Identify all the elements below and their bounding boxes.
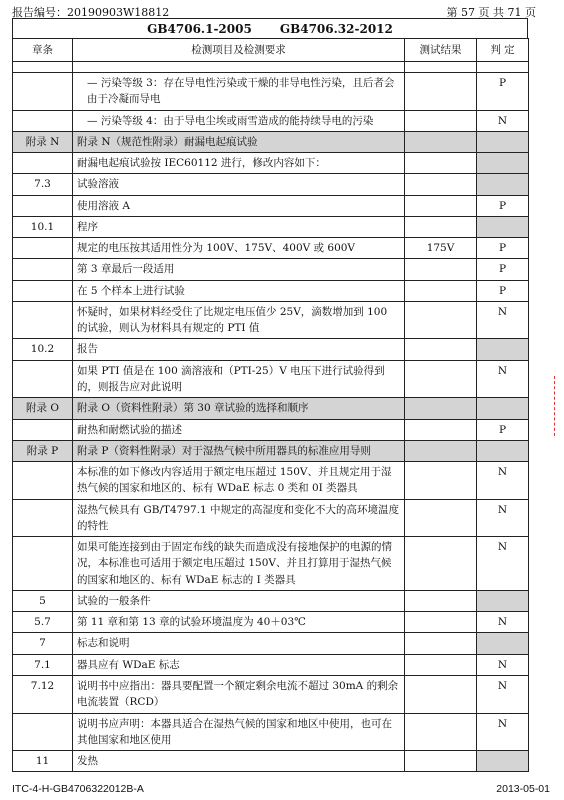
table-row: [13, 537, 529, 591]
clause-cell: [13, 195, 73, 216]
table-row: [13, 713, 529, 751]
item-cell: 标志和说明: [73, 633, 405, 654]
result-cell: [405, 751, 477, 772]
result-cell: [405, 360, 477, 398]
verdict-cell: [477, 153, 529, 174]
item-cell: 如果可能连接到由于固定布线的缺失而造成没有接地保护的电源的情况，本标准也可适用于额定电压超过 150V、并且打算用于湿热气候的国家和地区的、标有 WDaE 标志的 I 类器具: [73, 537, 405, 591]
verdict-cell: P: [477, 73, 529, 111]
result-cell: [405, 462, 477, 500]
item-cell: 规定的电压按其适用性分为 100V、175V、400V 或 600V: [73, 238, 405, 259]
item-cell: 湿热气候具有 GB/T4797.1 中规定的高湿度和变化不大的高环境温度的特性: [73, 499, 405, 537]
standard-1: GB4706.1-2005: [147, 22, 252, 36]
verdict-cell: P: [477, 419, 529, 440]
result-cell: [405, 339, 477, 360]
doc-code: ITC-4-H-GB4706322012B-A: [12, 783, 144, 795]
table-row: [13, 751, 529, 772]
report-number: 报告编号：20190903W18812: [12, 6, 170, 19]
item-cell: 程序: [73, 216, 405, 237]
clause-cell: 5.7: [13, 612, 73, 633]
item-cell: 本标准的如下修改内容适用于额定电压超过 150V、并且规定用于湿热气候的国家和地区的、标有 WDaE 标志 0 类和 0I 类器具: [73, 462, 405, 500]
col-result: 测试结果: [405, 39, 477, 62]
result-cell: [405, 499, 477, 537]
item-cell: 怀疑时，如果材料经受住了比规定电压值少 25V，滴数增加到 100 的试验，则认为材料具有规定的 PTI 值: [73, 301, 405, 339]
result-cell: [405, 612, 477, 633]
clause-cell: [13, 537, 73, 591]
table-row: [13, 633, 529, 654]
clause-cell: 10.2: [13, 339, 73, 360]
clause-cell: [13, 499, 73, 537]
item-cell: 器具应有 WDaE 标志: [73, 654, 405, 675]
result-cell: [405, 110, 477, 131]
clause-cell: 7.12: [13, 675, 73, 713]
clause-cell: [13, 110, 73, 131]
verdict-cell: [477, 174, 529, 195]
standard-title: [12, 18, 528, 39]
clause-cell: [13, 259, 73, 280]
col-clause: 章条: [13, 39, 73, 62]
verdict-cell: N: [477, 360, 529, 398]
result-cell: [405, 654, 477, 675]
clause-cell: [13, 73, 73, 111]
item-cell: 说明书中应指出：器具要配置一个额定剩余电流不超过 30mA 的剩余电流装置（RCD）: [73, 675, 405, 713]
clause-cell: [13, 301, 73, 339]
clause-cell: 5: [13, 590, 73, 611]
result-cell: [405, 633, 477, 654]
result-cell: [405, 713, 477, 751]
result-cell: [405, 195, 477, 216]
verdict-cell: N: [477, 537, 529, 591]
col-verdict: 判 定: [477, 39, 529, 62]
clause-cell: [13, 238, 73, 259]
result-cell: [405, 174, 477, 195]
verdict-cell: [477, 633, 529, 654]
item-cell: 耐漏电起痕试验按 IEC60112 进行，修改内容如下：: [73, 153, 405, 174]
clause-cell: 附录 O: [13, 398, 73, 419]
result-cell: 175V: [405, 238, 477, 259]
verdict-cell: N: [477, 654, 529, 675]
verdict-cell: [477, 590, 529, 611]
table-row: [13, 440, 529, 461]
item-cell: 使用溶液 A: [73, 195, 405, 216]
clause-cell: 7.1: [13, 654, 73, 675]
verdict-cell: N: [477, 499, 529, 537]
table-row: [13, 675, 529, 713]
clause-cell: [13, 360, 73, 398]
result-cell: [405, 73, 477, 111]
col-item: 检测项目及检测要求: [73, 39, 405, 62]
table-row: [13, 216, 529, 237]
clause-cell: [13, 153, 73, 174]
verdict-cell: P: [477, 238, 529, 259]
clause-cell: [13, 462, 73, 500]
result-cell: [405, 440, 477, 461]
table-row: [13, 131, 529, 152]
clause-cell: 附录 N: [13, 131, 73, 152]
clause-cell: 10.1: [13, 216, 73, 237]
item-cell: 试验溶液: [73, 174, 405, 195]
verdict-cell: N: [477, 713, 529, 751]
table-row: [13, 360, 529, 398]
table-row: [13, 195, 529, 216]
table-row: [13, 301, 529, 339]
table-row: [13, 174, 529, 195]
item-cell: 第 11 章和第 13 章的试验环境温度为 40＋03℃: [73, 612, 405, 633]
result-cell: [405, 675, 477, 713]
item-cell: 附录 N（规范性附录）耐漏电起痕试验: [73, 131, 405, 152]
item-cell: 附录 P（资料性附录）对于湿热气候中所用器具的标准应用导则: [73, 440, 405, 461]
verdict-cell: N: [477, 675, 529, 713]
table-row: [13, 398, 529, 419]
table-row: [13, 339, 529, 360]
verdict-cell: P: [477, 195, 529, 216]
verdict-cell: [477, 440, 529, 461]
verdict-cell: [477, 339, 529, 360]
verdict-cell: N: [477, 612, 529, 633]
clause-cell: [13, 713, 73, 751]
item-cell: — 污染等级 4：由于导电尘埃或雨雪造成的能持续导电的污染: [73, 110, 405, 131]
item-cell: — 污染等级 3：存在导电性污染或干燥的非导电性污染，且后者会由于冷凝而导电: [73, 73, 405, 111]
test-table: [12, 38, 529, 772]
verdict-cell: N: [477, 462, 529, 500]
result-cell: [405, 153, 477, 174]
item-cell: 耐热和耐燃试验的描述: [73, 419, 405, 440]
table-row: [13, 419, 529, 440]
table-row: [13, 73, 529, 111]
table-row: [13, 259, 529, 280]
verdict-cell: N: [477, 110, 529, 131]
result-cell: [405, 419, 477, 440]
item-cell: 报告: [73, 339, 405, 360]
verdict-cell: N: [477, 301, 529, 339]
item-cell: 说明书应声明：本器具适合在湿热气候的国家和地区中使用，也可在其他国家和地区使用: [73, 713, 405, 751]
clause-cell: [13, 280, 73, 301]
table-row: [13, 462, 529, 500]
item-cell: 附录 O（资料性附录）第 30 章试验的选择和顺序: [73, 398, 405, 419]
result-cell: [405, 590, 477, 611]
verdict-cell: [477, 751, 529, 772]
table-body: [13, 62, 529, 772]
result-cell: [405, 280, 477, 301]
verdict-cell: [477, 398, 529, 419]
item-cell: 发热: [73, 751, 405, 772]
verdict-cell: P: [477, 280, 529, 301]
result-cell: [405, 301, 477, 339]
page-indicator: 第 57 页 共 71 页: [446, 6, 536, 19]
margin-mark: [554, 376, 557, 436]
table-row: [13, 238, 529, 259]
clause-cell: 附录 P: [13, 440, 73, 461]
result-cell: [405, 259, 477, 280]
item-cell: 在 5 个样本上进行试验: [73, 280, 405, 301]
result-cell: [405, 398, 477, 419]
item-cell: 如果 PTI 值是在 100 滴溶液和（PTI-25）V 电压下进行试验得到的，则报告应对此说明: [73, 360, 405, 398]
clause-cell: 7: [13, 633, 73, 654]
clause-cell: 11: [13, 751, 73, 772]
table-row: [13, 499, 529, 537]
result-cell: [405, 537, 477, 591]
verdict-cell: [477, 216, 529, 237]
table-header-row: [13, 39, 529, 62]
clause-cell: [13, 419, 73, 440]
table-row: [13, 612, 529, 633]
table-row: [13, 654, 529, 675]
table-row: [13, 280, 529, 301]
item-cell: 试验的一般条件: [73, 590, 405, 611]
clause-cell: 7.3: [13, 174, 73, 195]
doc-date: 2013-05-01: [496, 783, 550, 795]
standard-2: GB4706.32-2012: [279, 22, 393, 36]
table-row: [13, 110, 529, 131]
item-cell: 第 3 章最后一段适用: [73, 259, 405, 280]
table-gap-row: [13, 62, 529, 73]
table-row: [13, 590, 529, 611]
result-cell: [405, 131, 477, 152]
verdict-cell: P: [477, 259, 529, 280]
table-row: [13, 153, 529, 174]
verdict-cell: [477, 131, 529, 152]
result-cell: [405, 216, 477, 237]
